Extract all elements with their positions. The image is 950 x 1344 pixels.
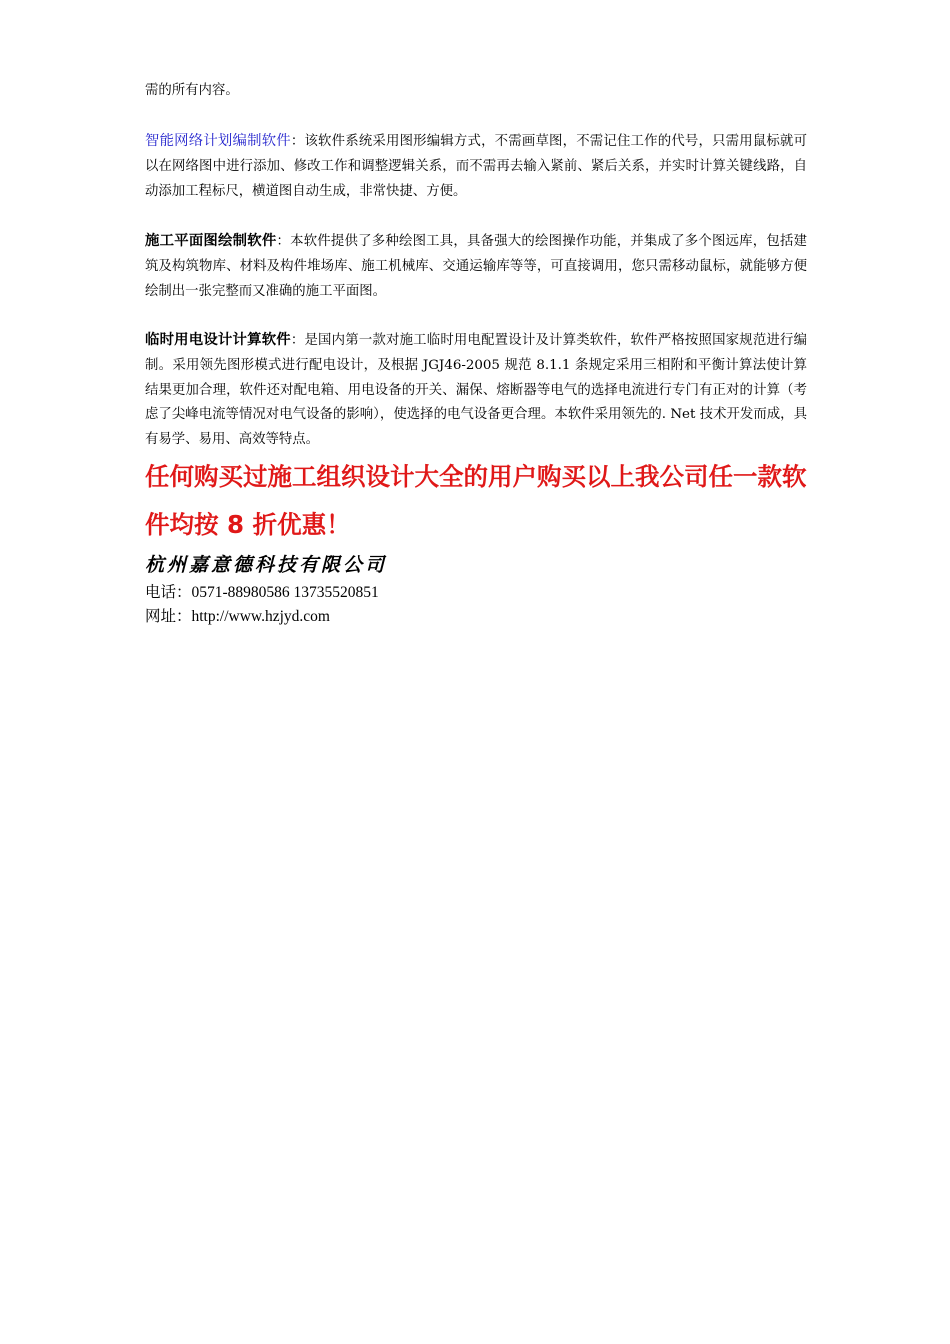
section-body-temp-power: 是国内第一款对施工临时用电配置设计及计算类软件，软件严格按照国家规范进行编制。采用领先图形模式进行配电设计，及根据 JGJ46-2005 规范 8.1.1 条规定采用三相附和平衡计算法使计算结果更加合理，软件还对配电箱、用电设备的开关、漏保、熔断器等电气的选择电流进行专门有正对的计算（考虑了尖峰电流等情况对电气设备的影响），使选择的电气设备更合理。本软件采用领先的. Net 技术开发而成，具有易学、易用、高效等特点。 bbox=[145, 333, 807, 448]
section-title-site-plan: 施工平面图绘制软件 bbox=[145, 233, 277, 249]
section-sep: ： bbox=[276, 234, 291, 249]
section-title-network-plan: 智能网络计划编制软件 bbox=[145, 133, 291, 149]
section-body-network-plan: 该软件系统采用图形编辑方式，不需画草图，不需记住工作的代号，只需用鼠标就可以在网络图中进行添加、修改工作和调整逻辑关系，而不需再去输入紧前、紧后关系，并实时计算关键线路，自动添加工程标尺，横道图自动生成，非常快捷、方便。 bbox=[145, 134, 807, 199]
promo-banner: 任何购买过施工组织设计大全的用户购买以上我公司任一款软件均按 8 折优惠！ bbox=[145, 462, 807, 539]
section-network-plan bbox=[145, 129, 807, 204]
website-line: 网址：http://www.hzjyd.com bbox=[145, 608, 330, 625]
phone-line: 电话：0571-88980586 13735520851 bbox=[145, 584, 379, 601]
section-sep: ： bbox=[290, 134, 305, 149]
intro-tail: 需的所有内容。 bbox=[145, 83, 239, 98]
section-sep: ： bbox=[290, 333, 305, 348]
section-title-temp-power: 临时用电设计计算软件 bbox=[145, 332, 291, 348]
section-body-site-plan: 本软件提供了多种绘图工具，具备强大的绘图操作功能，并集成了多个图远库，包括建筑及构筑物库、材料及构件堆场库、施工机械库、交通运输库等等，可直接调用，您只需移动鼠标，就能够方便绘制出一张完整而又准确的施工平面图。 bbox=[145, 234, 807, 299]
company-name: 杭州嘉意德科技有限公司 bbox=[145, 554, 388, 576]
section-temp-power bbox=[145, 328, 807, 453]
section-site-plan bbox=[145, 229, 807, 304]
